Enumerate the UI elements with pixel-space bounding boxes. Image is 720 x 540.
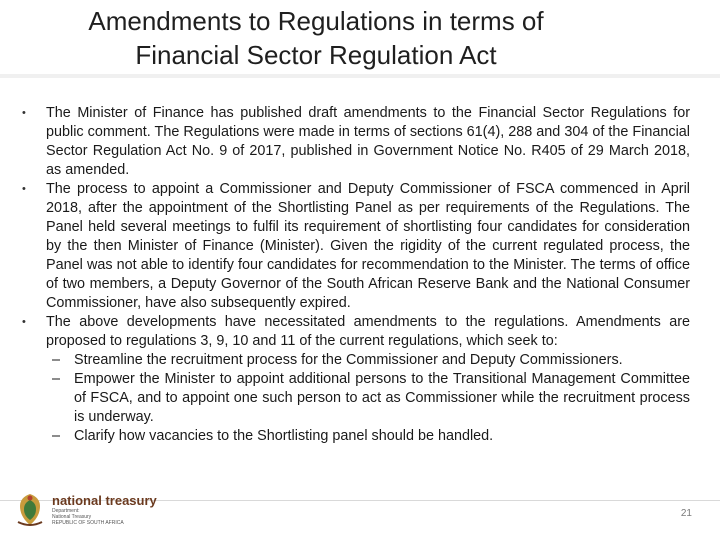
bullet-icon: • (22, 316, 26, 328)
logo-line: Department: (52, 508, 80, 514)
bullet-item (22, 104, 690, 180)
slide-title (0, 4, 632, 72)
sub-bullet-text: Clarify how vacancies to the Shortlisting panel should be handled. (74, 428, 494, 444)
slide-body (22, 104, 690, 446)
page-number: 21 (680, 508, 692, 519)
sub-bullet-item (52, 427, 690, 446)
sub-bullet-item (52, 351, 690, 370)
bullet-item (22, 313, 690, 351)
bullet-text: The process to appoint a Commissioner and Deputy Commissioner of FSCA commenced in April 2018, after the appointment of the Shortlisting Panel as per requirements of the Regulations. The Panel held several meetings to fulfil its requirement of shortlisting four candidates for consideration by the then Minister of Finance (Minister). Given the rigidity of the current regulated process, the Panel was not able to identify four candidates for recommendation to the Minister. The terms of office of two members, a Deputy Governor of the South African Reserve Bank and the National Consumer Commissioner, have also subsequently expired. (46, 181, 690, 311)
slide-title-line-1: Amendments to Regulations in terms of (88, 6, 544, 36)
logo-name: national treasury (52, 493, 157, 508)
bullet-item (22, 180, 690, 313)
dash-icon: – (52, 352, 61, 368)
sub-bullet-item (52, 370, 690, 427)
slide-title-line-2: Financial Sector Regulation Act (135, 40, 497, 70)
logo-text (52, 494, 157, 526)
dash-icon: – (52, 428, 61, 444)
dash-icon: – (52, 371, 61, 387)
bullet-text: The above developments have necessitated amendments to the regulations. Amendments are proposed to regulations 3, 9, 10 and 11 of the current regulations, which seek to: (46, 314, 690, 349)
bullet-text: The Minister of Finance has published draft amendments to the Financial Sector Regulations for public comment. The Regulations were made in terms of sections 61(4), 288 and 304 of the Financial Sector Regulation Act No. 9 of 2017, published in Government Notice No. R405 of 29 March 2018, as amended. (46, 105, 690, 178)
sub-bullet-text: Empower the Minister to appoint additional persons to the Transitional Management Committee of FSCA, and to appoint one such person to act as Commissioner while the recruitment process is underway. (74, 371, 690, 425)
logo-line: REPUBLIC OF SOUTH AFRICA (52, 520, 124, 526)
coat-of-arms-icon (14, 492, 46, 528)
bullet-icon: • (22, 107, 26, 119)
national-treasury-logo (14, 492, 157, 528)
bullet-icon: • (22, 183, 26, 195)
logo-line: National Treasury (52, 514, 92, 520)
sub-bullet-text: Streamline the recruitment process for the Commissioner and Deputy Commissioners. (74, 352, 623, 368)
title-divider (0, 74, 720, 78)
